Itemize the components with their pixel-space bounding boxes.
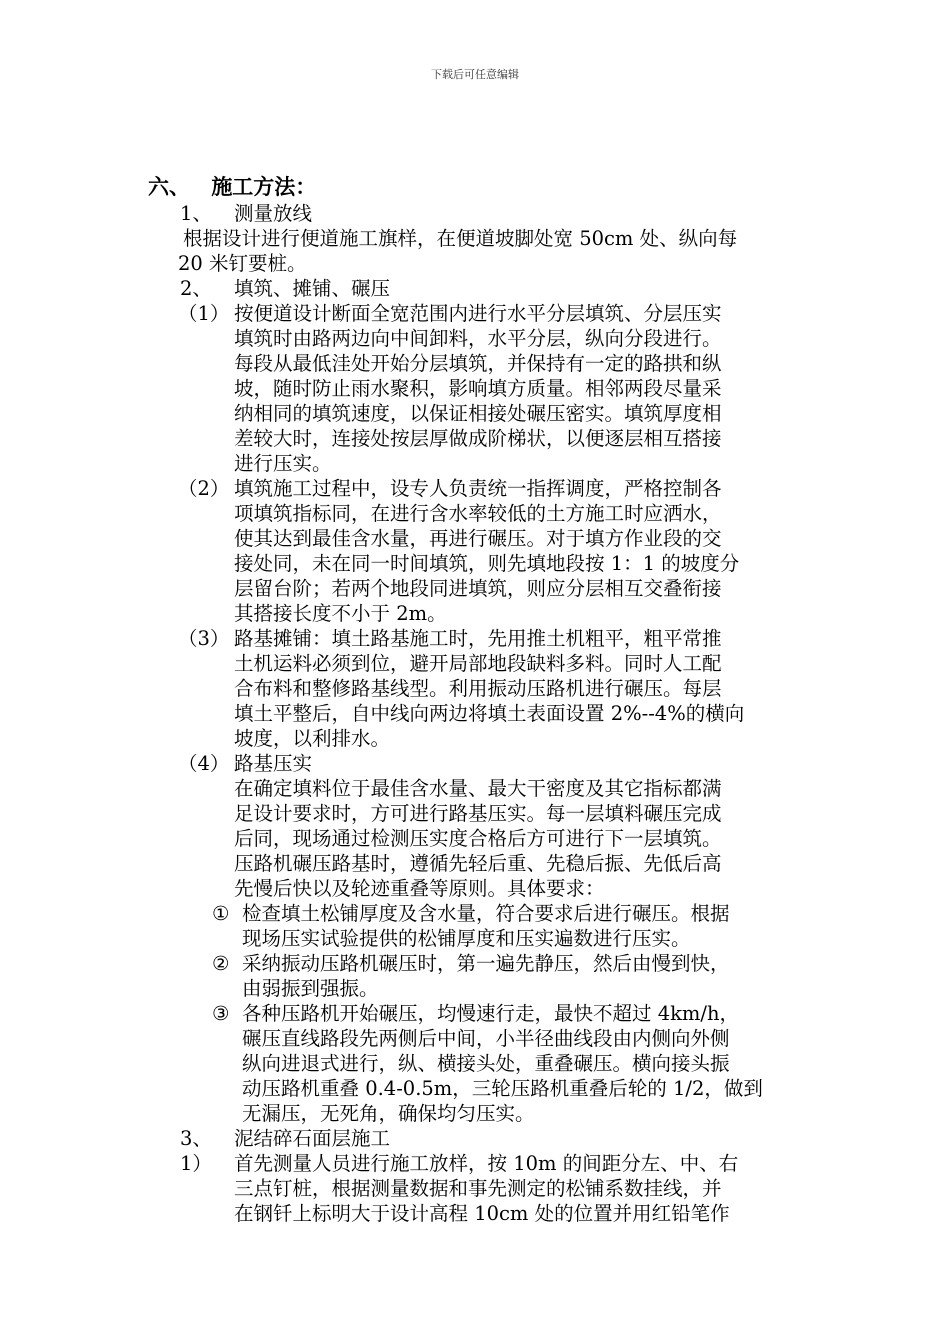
- paragraph-number-2: （2）: [178, 477, 230, 500]
- p1-line: 进行压实。: [234, 452, 332, 475]
- p2-line: 项填筑指标同，在进行含水率较低的土方施工时应洒水，: [234, 502, 722, 525]
- p4-line: 在确定填料位于最佳含水量、最大干密度及其它指标都满: [234, 777, 722, 800]
- section-title: [148, 173, 316, 201]
- item-number-2: 2、: [180, 277, 212, 300]
- item-title-fill: 填筑、摊铺、碾压: [234, 277, 391, 300]
- p2-line: 使其达到最佳含水量，再进行碾压。对于填方作业段的交: [234, 527, 722, 550]
- p1-line: 纳相同的填筑速度，以保证相接处碾压密实。填筑厚度相: [234, 402, 722, 425]
- p1-line: 每段从最低洼处开始分层填筑，并保持有一定的路拱和纵: [234, 352, 722, 375]
- p2-line: 接处同，未在同一时间填筑，则先填地段按 1：1 的坡度分: [234, 552, 740, 575]
- p1-line: 差较大时，连接处按层厚做成阶梯状，以便逐层相互搭接: [234, 427, 722, 450]
- paragraph-number-3: （3）: [178, 627, 230, 650]
- c3-line: 各种压路机开始碾压，均慢速行走，最快不超过 4km/h，: [242, 1002, 740, 1025]
- c3-line: 纵向进退式进行，纵、横接头处，重叠碾压。横向接头振: [242, 1052, 730, 1075]
- g1-line: 三点钉桩，根据测量数据和事先测定的松铺系数挂线，并: [234, 1177, 722, 1200]
- p4-line: 后同，现场通过检测压实度合格后方可进行下一层填筑。: [234, 827, 722, 850]
- p3-line: 土机运料必须到位，避开局部地段缺料多料。同时人工配: [234, 652, 722, 675]
- circled-number-3: ③: [212, 1002, 230, 1025]
- circled-number-1: ①: [212, 902, 230, 925]
- p3-line: 坡度，以利排水。: [234, 727, 391, 750]
- p3-line: 合布料和整修路基线型。利用振动压路机进行碾压。每层: [234, 677, 722, 700]
- item-number-3: 3、: [180, 1127, 212, 1150]
- item-title-gravel: 泥结碎石面层施工: [234, 1127, 391, 1150]
- c2-line: 采纳振动压路机碾压时，第一遍先静压，然后由慢到快，: [242, 952, 730, 975]
- p1-line: 按便道设计断面全宽范围内进行水平分层填筑、分层压实: [234, 302, 722, 325]
- paragraph-number-1: （1）: [178, 302, 230, 325]
- sub-number-1: 1）: [180, 1152, 212, 1175]
- item-title-survey: 测量放线: [234, 202, 313, 225]
- p1-line: 坡，随时防止雨水聚积，影响填方质量。相邻两段尽量采: [234, 377, 722, 400]
- c3-line: 动压路机重叠 0.4-0.5m，三轮压路机重叠后轮的 1/2，做到: [242, 1077, 763, 1100]
- p4-line: 足设计要求时，方可进行路基压实。每一层填料碾压完成: [234, 802, 722, 825]
- survey-body-line-1: 根据设计进行便道施工旗样，在便道坡脚处宽 50cm 处、纵向每: [183, 227, 738, 250]
- section-number: 六、: [148, 174, 190, 199]
- p2-line: 填筑施工过程中，设专人负责统一指挥调度，严格控制各: [234, 477, 722, 500]
- p4-title: 路基压实: [234, 752, 313, 775]
- page-header-note: 下载后可任意编辑: [431, 68, 519, 81]
- survey-body-line-2: 20 米钉要桩。: [178, 252, 307, 275]
- circled-number-2: ②: [212, 952, 230, 975]
- c3-line: 碾压直线路段先两侧后中间，小半径曲线段由内侧向外侧: [242, 1027, 730, 1050]
- item-number-1: 1、: [180, 202, 212, 225]
- section-title-text: 施工方法：: [211, 174, 317, 199]
- p4-line: 先慢后快以及轮迹重叠等原则。具体要求：: [234, 877, 605, 900]
- p1-line: 填筑时由路两边向中间卸料，水平分层，纵向分段进行。: [234, 327, 722, 350]
- p2-line: 层留台阶；若两个地段同进填筑，则应分层相互交叠衔接: [234, 577, 722, 600]
- g1-line: 在钢钎上标明大于设计高程 10cm 处的位置并用红铅笔作: [234, 1202, 730, 1225]
- p4-line: 压路机碾压路基时，遵循先轻后重、先稳后振、先低后高: [234, 852, 722, 875]
- c3-line: 无漏压，无死角，确保均匀压实。: [242, 1102, 535, 1125]
- c1-line: 现场压实试验提供的松铺厚度和压实遍数进行压实。: [242, 927, 691, 950]
- p3-line: 填土平整后，自中线向两边将填土表面设置 2%--4%的横向: [234, 702, 745, 725]
- c2-line: 由弱振到强振。: [242, 977, 379, 1000]
- p3-line: 路基摊铺：填土路基施工时，先用推土机粗平，粗平常推: [234, 627, 722, 650]
- c1-line: 检查填土松铺厚度及含水量，符合要求后进行碾压。根据: [242, 902, 730, 925]
- paragraph-number-4: （4）: [178, 752, 230, 775]
- p2-line: 其搭接长度不小于 2m。: [234, 602, 447, 625]
- g1-line: 首先测量人员进行施工放样，按 10m 的间距分左、中、右: [234, 1152, 739, 1175]
